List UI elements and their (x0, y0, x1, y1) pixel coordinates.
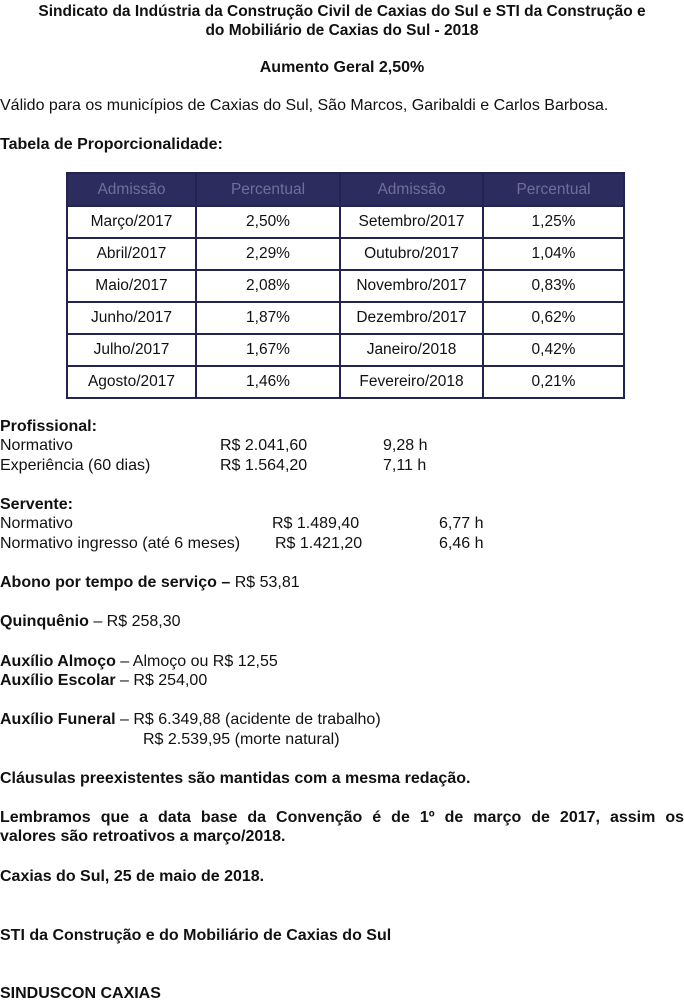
abono-label: Abono por tempo de serviço – (0, 574, 231, 591)
profissional-heading: Profissional: (0, 418, 97, 435)
profissional-hours: 9,28 h (383, 437, 428, 454)
table-cell: 0,42% (484, 335, 623, 367)
table-cell: Outubro/2017 (341, 239, 484, 271)
table-cell: 2,08% (197, 271, 341, 303)
notice-line-1: Lembramos que a data base da Convenção é de 1º de março de 2017, assim os (0, 809, 684, 826)
profissional-hours: 7,11 h (383, 457, 427, 474)
servente-value: R$ 1.421,20 (275, 535, 363, 552)
table-cell: Fevereiro/2018 (341, 367, 484, 397)
validity-note: Válido para os municípios de Caxias do Sul, São Marcos, Garibaldi e Carlos Barbosa. (0, 97, 609, 114)
table-heading: Tabela de Proporcionalidade: (0, 136, 223, 153)
profissional-label: Experiência (60 dias) (0, 457, 151, 474)
table-row (68, 207, 623, 239)
servente-label: Normativo ingresso (até 6 meses) (0, 535, 241, 552)
column-header: Percentual (484, 174, 623, 207)
table-cell: 0,83% (484, 271, 623, 303)
column-header: Admissão (341, 174, 484, 207)
table-row (68, 303, 623, 335)
quinquenio-value: – R$ 258,30 (88, 613, 181, 630)
table-cell: Agosto/2017 (68, 367, 197, 397)
table-cell: Setembro/2017 (341, 207, 484, 239)
almoco-value: – Almoço ou R$ 12,55 (115, 653, 278, 670)
table-cell: Novembro/2017 (341, 271, 484, 303)
quinquenio-label: Quinquênio (0, 613, 89, 630)
profissional-label: Normativo (0, 437, 73, 454)
table-cell: 1,04% (484, 239, 623, 271)
table-cell: Maio/2017 (68, 271, 197, 303)
funeral-value: – R$ 6.349,88 (acidente de trabalho) (115, 711, 381, 728)
notice-line-2: valores são retroativos a março/2018. (0, 828, 286, 845)
table-cell: 0,62% (484, 303, 623, 335)
date-line: Caxias do Sul, 25 de maio de 2018. (0, 868, 265, 885)
table-cell: Janeiro/2018 (341, 335, 484, 367)
table-row (68, 335, 623, 367)
abono-line (0, 574, 300, 592)
table-cell: Março/2017 (68, 207, 197, 239)
table-cell: 1,25% (484, 207, 623, 239)
almoco-label: Auxílio Almoço (0, 653, 116, 670)
funeral-label: Auxílio Funeral (0, 711, 116, 728)
quinquenio-line (0, 613, 181, 631)
table-cell: Abril/2017 (68, 239, 197, 271)
table-cell: Junho/2017 (68, 303, 197, 335)
column-header: Admissão (68, 174, 197, 207)
column-header: Percentual (197, 174, 341, 207)
signature-sinduscon: SINDUSCON CAXIAS (0, 985, 161, 1002)
table-cell: 0,21% (531, 373, 576, 390)
general-increase: Aumento Geral 2,50% (259, 59, 425, 76)
document-title (0, 2, 684, 40)
servente-value: R$ 1.489,40 (272, 515, 360, 532)
table-row (68, 367, 623, 397)
signature-sti: STI da Construção e do Mobiliário de Caxias do Sul (0, 927, 392, 944)
table-cell: 2,29% (197, 239, 341, 271)
abono-value: R$ 53,81 (230, 574, 300, 591)
table-header-row (68, 174, 623, 207)
profissional-value: R$ 1.564,20 (220, 457, 308, 474)
table-row (68, 239, 623, 271)
almoco-line (0, 653, 278, 671)
clauses-note: Cláusulas preexistentes são mantidas com a mesma redação. (0, 770, 471, 787)
table-cell: Julho/2017 (68, 335, 197, 367)
table-cell: 1,46% (197, 367, 341, 397)
funeral-value-2: R$ 2.539,95 (morte natural) (143, 731, 340, 748)
profissional-value: R$ 2.041,60 (220, 437, 308, 454)
funeral-line (0, 711, 381, 729)
servente-heading: Servente: (0, 496, 73, 513)
servente-label: Normativo (0, 515, 73, 532)
table-cell: Dezembro/2017 (341, 303, 484, 335)
title-line-1: Sindicato da Indústria da Construção Civil de Caxias do Sul e STI da Construção e (38, 3, 646, 20)
servente-hours: 6,46 h (439, 535, 484, 552)
table-cell: 1,87% (197, 303, 341, 335)
escolar-label: Auxílio Escolar (0, 672, 116, 689)
table-cell: 2,50% (197, 207, 341, 239)
table-cell: 1,67% (197, 335, 341, 367)
escolar-line (0, 672, 207, 690)
escolar-value: – R$ 254,00 (115, 672, 208, 689)
servente-hours: 6,77 h (439, 515, 484, 532)
title-line-2: do Mobiliário de Caxias do Sul - 2018 (205, 22, 479, 39)
table-row (68, 271, 623, 303)
proportionality-table (66, 172, 625, 399)
